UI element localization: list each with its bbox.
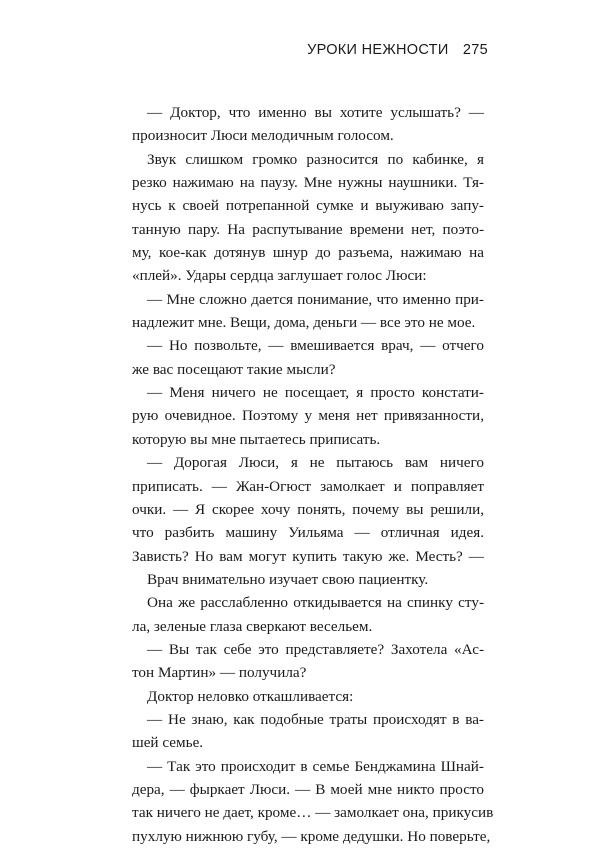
- text-line: приписать. — Жан-Огюст замолкает и поправляет: [132, 477, 484, 495]
- text-line: Врач внимательно изучает свою пациентку.: [147, 570, 429, 588]
- text-line: что разбить машину Уильяма — отличная идея.: [132, 524, 484, 542]
- text-line: — Дорогая Люси, я не пытаюсь вам ничего: [147, 454, 484, 472]
- text-line: тон Мартин» — получила?: [132, 664, 307, 682]
- text-line: пухлую нижнюю губу, — кроме дедушки. Но поверьте,: [132, 827, 491, 845]
- text-line: — Меня ничего не посещает, я просто констати-: [147, 384, 484, 402]
- text-line: так ничего не дает, кроме… — замолкает она, прикусив: [132, 804, 494, 822]
- text-line: — Не знаю, как подобные траты происходят в ва-: [147, 710, 484, 728]
- text-line: — Вы так себе это представляете? Захотела «Ас-: [147, 640, 484, 658]
- text-line: — Доктор, что именно вы хотите услышать? —: [147, 104, 484, 121]
- text-line: же вас посещают такие мысли?: [132, 360, 336, 378]
- text-line: танную пару. На распутывание времени нет, поэто-: [132, 220, 484, 238]
- text-line: надлежит мне. Вещи, дома, деньги — все это не мое.: [132, 314, 476, 332]
- text-line: произносит Люси мелодичным голосом.: [132, 127, 394, 145]
- chapter-title: УРОКИ НЕЖНОСТИ: [307, 42, 449, 58]
- text-line: очки. — Я скорее хочу понять, почему вы решили,: [132, 500, 484, 518]
- text-line: Звук слишком громко разносится по кабинке, я: [147, 150, 484, 168]
- page-number: 275: [462, 42, 488, 58]
- text-line: резко нажимаю на паузу. Мне нужны наушники. Тя-: [132, 174, 484, 192]
- text-line: Она же расслабленно откидывается на спинку сту-: [147, 594, 484, 612]
- text-line: — Так это происходит в семье Бенджамина Шнай-: [147, 757, 484, 775]
- text-line: — Мне сложно дается понимание, что именно при-: [147, 290, 484, 308]
- text-line: ла, зеленые глаза сверкают весельем.: [132, 617, 373, 635]
- text-line: которую вы мне пытаетесь приписать.: [132, 430, 381, 448]
- text-line: — Но позвольте, — вмешивается врач, — отчего: [147, 337, 484, 355]
- text-line: Зависть? Но вам могут купить такую же. Месть? —: [132, 547, 484, 565]
- text-line: дера, — фыркает Люси. — В моей мне никто просто: [132, 780, 484, 798]
- text-line: «плей». Удары сердца заглушает голос Люси:: [132, 267, 427, 285]
- body-text: [132, 101, 494, 848]
- text-line: нусь к своей потрепанной сумке и выуживаю запу-: [132, 197, 484, 215]
- text-line: рую очевидное. Поэтому у меня нет привязанности,: [132, 407, 484, 425]
- text-line: му, кое-как дотянув шнур до разъема, нажимаю на: [132, 244, 484, 262]
- running-head: [307, 42, 488, 58]
- text-line: Доктор неловко откашливается:: [147, 687, 354, 705]
- text-line: шей семье.: [132, 734, 204, 752]
